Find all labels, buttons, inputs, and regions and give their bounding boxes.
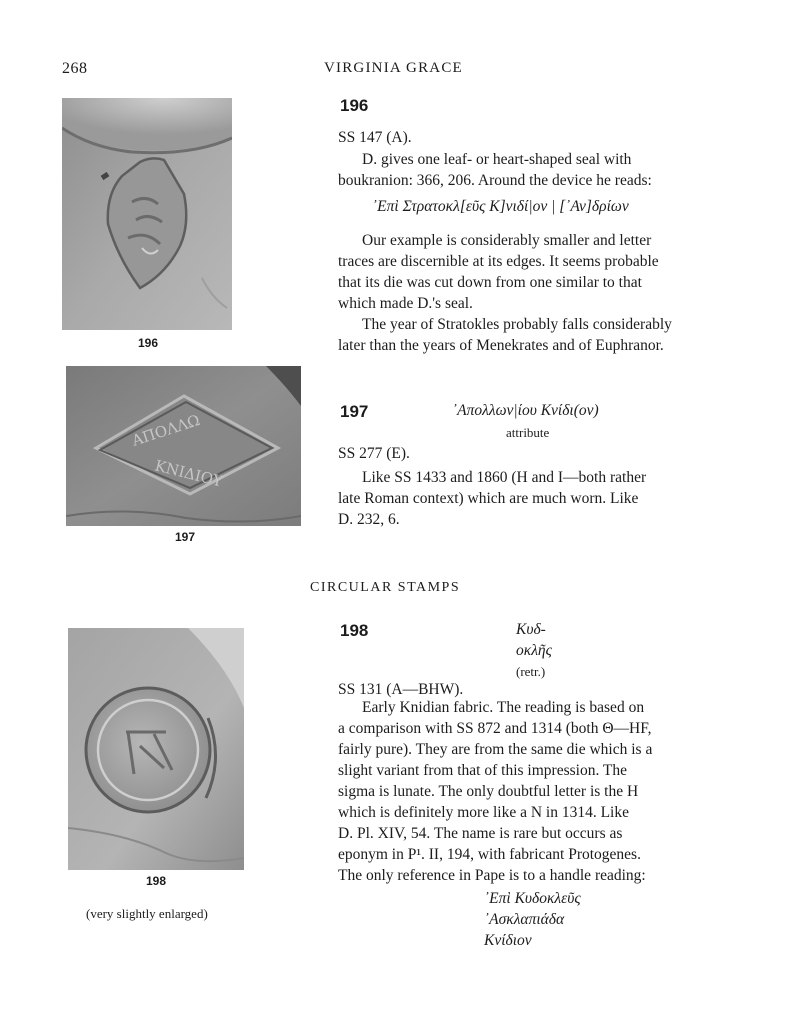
svg-text:ΑΠΟΛΛΩ: ΑΠΟΛΛΩ [129,410,203,450]
section-heading: CIRCULAR STAMPS [310,580,461,595]
entry-paragraph-196-1 [338,149,726,191]
text-line: Early Knidian fabric. The reading is based on [362,699,645,716]
inscription-198 [516,619,552,682]
inscription-note-197: attribute [506,425,550,440]
entry-ref-197: SS 277 (E). [338,445,410,462]
text-line: The year of Stratokles probably falls considerably [362,316,672,333]
stamp-photo-197 [66,366,301,526]
svg-text:ΚΝΙΔΙΟΥ: ΚΝΙΔΙΟΥ [153,456,225,491]
figure-caption-198: 198 [146,874,167,888]
inscription-196: ᾿Επὶ Στρατοκλ[εῦς Κ]νιδί|ον | [᾿Αν]δρίων [372,198,629,215]
inscription-197: ᾿Απολλων|ίου Κνίδι(ον) [452,402,599,419]
entry-paragraph-196-3 [338,314,726,356]
text-line: late Roman context) which are much worn. Like [338,490,639,507]
text-line: boukranion: 366, 206. Around the device he reads: [338,172,652,189]
entry-number-196: 196 [340,96,369,115]
page-number: 268 [62,60,88,77]
entry-paragraph-197-1 [338,467,726,530]
text-line: a comparison with SS 872 and 1314 (both Θ—HF, [338,720,652,737]
text-line: that its die was cut down from one similar to that [338,274,642,291]
entry-number-198: 198 [340,621,369,640]
text-line: D. gives one leaf- or heart-shaped seal with [362,151,632,168]
text-line: which is definitely more like a N in 1314. Like [338,804,629,821]
inscription-line: Κυδ- [516,621,546,638]
text-line: D. Pl. XIV, 54. The name is rare but occurs as [338,825,623,842]
text-line: slight variant from that of this impression. The [338,762,628,779]
entry-paragraph-198-1 [338,697,730,886]
entry-ref-198: SS 131 (A—BHW). [338,681,464,698]
running-head: VIRGINIA GRACE [324,60,463,76]
figure-note-198: (very slightly enlarged) [86,906,208,921]
quoted-inscription-198 [484,888,581,951]
inscription-note-198: (retr.) [516,664,546,679]
text-line: The only reference in Pape is to a handle reading: [338,867,646,884]
text-line: D. 232, 6. [338,511,400,528]
figure-caption-196: 196 [138,336,159,350]
figure-caption-197: 197 [175,530,196,544]
text-line: sigma is lunate. The only doubtful letter is the H [338,783,639,800]
text-line: later than the years of Menekrates and of Euphranor. [338,337,664,354]
quote-line: ᾿Ασκλαπιάδα [484,911,565,928]
text-line: which made D.'s seal. [338,295,473,312]
text-line: traces are discernible at its edges. It seems probable [338,253,659,270]
quote-line: Κνίδιον [484,932,532,949]
entry-ref-196: SS 147 (A). [338,129,412,146]
text-line: eponym in P¹. II, 194, with fabricant Protogenes. [338,846,641,863]
entry-paragraph-196-2 [338,230,726,314]
stamp-photo-198 [68,628,244,870]
entry-number-197: 197 [340,402,369,421]
text-line: fairly pure). They are from the same die which is a [338,741,653,758]
stamp-photo-196 [62,98,232,330]
inscription-line: οκλῆς [516,642,552,659]
text-line: Our example is considerably smaller and letter [362,232,652,249]
quote-line: ᾿Επὶ Κυδοκλεῦς [484,890,581,907]
text-line: Like SS 1433 and 1860 (H and I—both rather [362,469,647,486]
